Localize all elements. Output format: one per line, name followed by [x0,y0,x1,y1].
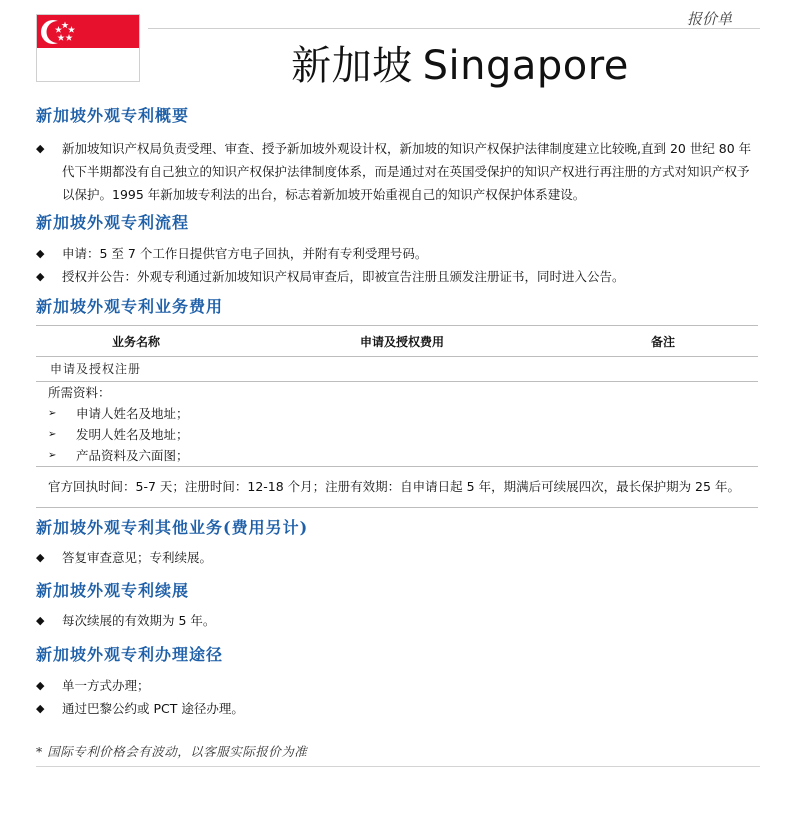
footer-divider [36,766,760,767]
list-item: ◆ 通过巴黎公约或 PCT 途径办理。 [36,697,760,720]
section-title-overview: 新加坡外观专利概要 [36,106,190,125]
table-header [36,326,758,356]
required-item: ➢ 申请人姓名及地址； [36,403,758,424]
page-title [0,34,800,91]
column-header-remark: 备注 [650,334,675,349]
fee-table [36,325,758,508]
section-title-renewal: 新加坡外观专利续展 [36,581,190,600]
section-title-fees: 新加坡外观专利业务费用 [36,297,224,316]
arrow-bullet-icon: ➢ [48,450,57,461]
list-item: ◆ 单一方式办理； [36,674,760,697]
fee-note: 官方回执时间：5-7 天；注册时间：12-18 个月；注册有效期：自申请日起 5 年，期满后可续展四次，最长保护期为 25 年。 [48,479,740,494]
list-item: ◆ 申请：5 至 7 个工作日提供官方电子回执，并附有专利受理号码。 [36,242,760,265]
channels-list [36,674,760,720]
required-item: ➢ 发明人姓名及地址； [36,424,758,445]
column-header-fee: 申请及授权费用 [359,334,444,349]
list-item: ◆ 每次续展的有效期为 5 年。 [36,609,760,632]
renewal-list [36,609,760,632]
page-title-chinese: 新加坡 [291,43,413,89]
overview-list [36,137,760,206]
diamond-bullet-icon: ◆ [36,551,45,564]
diamond-bullet-icon: ◆ [36,142,45,155]
section-title-other: 新加坡外观专利其他业务(费用另计) [36,518,309,537]
section-title-channels: 新加坡外观专利办理途径 [36,645,224,664]
header-divider [148,28,760,29]
column-header-service: 业务名称 [111,334,160,349]
required-item: ➢ 产品资料及六面图； [36,445,758,466]
diamond-bullet-icon: ◆ [36,247,45,260]
diamond-bullet-icon: ◆ [36,270,45,283]
section-title-process: 新加坡外观专利流程 [36,213,190,232]
diamond-bullet-icon: ◆ [36,702,45,715]
fee-category: 申请及授权注册 [50,362,142,376]
arrow-bullet-icon: ➢ [48,408,57,419]
list-item: ◆ 新加坡知识产权局负责受理、审查、授予新加坡外观设计权，新加坡的知识产权保护法律制度建立比较晚,直到 20 世纪 80 年代下半期都没有自己独立的知识产权保护法律制度体系，而是通过对在英国受保护的知识产权进行再注册的方式对知识产权予以保护。1995 年新加坡专利法的出台，标志着新加坡开始重视自己的知识产权保护体系建设。 [36,137,760,206]
other-list [36,546,760,569]
diamond-bullet-icon: ◆ [36,679,45,692]
quote-label: 报价单 [686,10,732,28]
arrow-bullet-icon: ➢ [48,429,57,440]
footnote: * 国际专利价格会有波动，以客服实际报价为准 [36,744,308,759]
page-title-english: Singapore [422,43,629,89]
list-item: ◆ 答复审查意见；专利续展。 [36,546,760,569]
required-materials-label: 所需资料： [48,385,111,400]
process-list [36,242,760,288]
list-item: ◆ 授权并公告：外观专利通过新加坡知识产权局审查后，即被宣告注册且颁发注册证书，同时进入公告。 [36,265,760,288]
diamond-bullet-icon: ◆ [36,614,45,627]
